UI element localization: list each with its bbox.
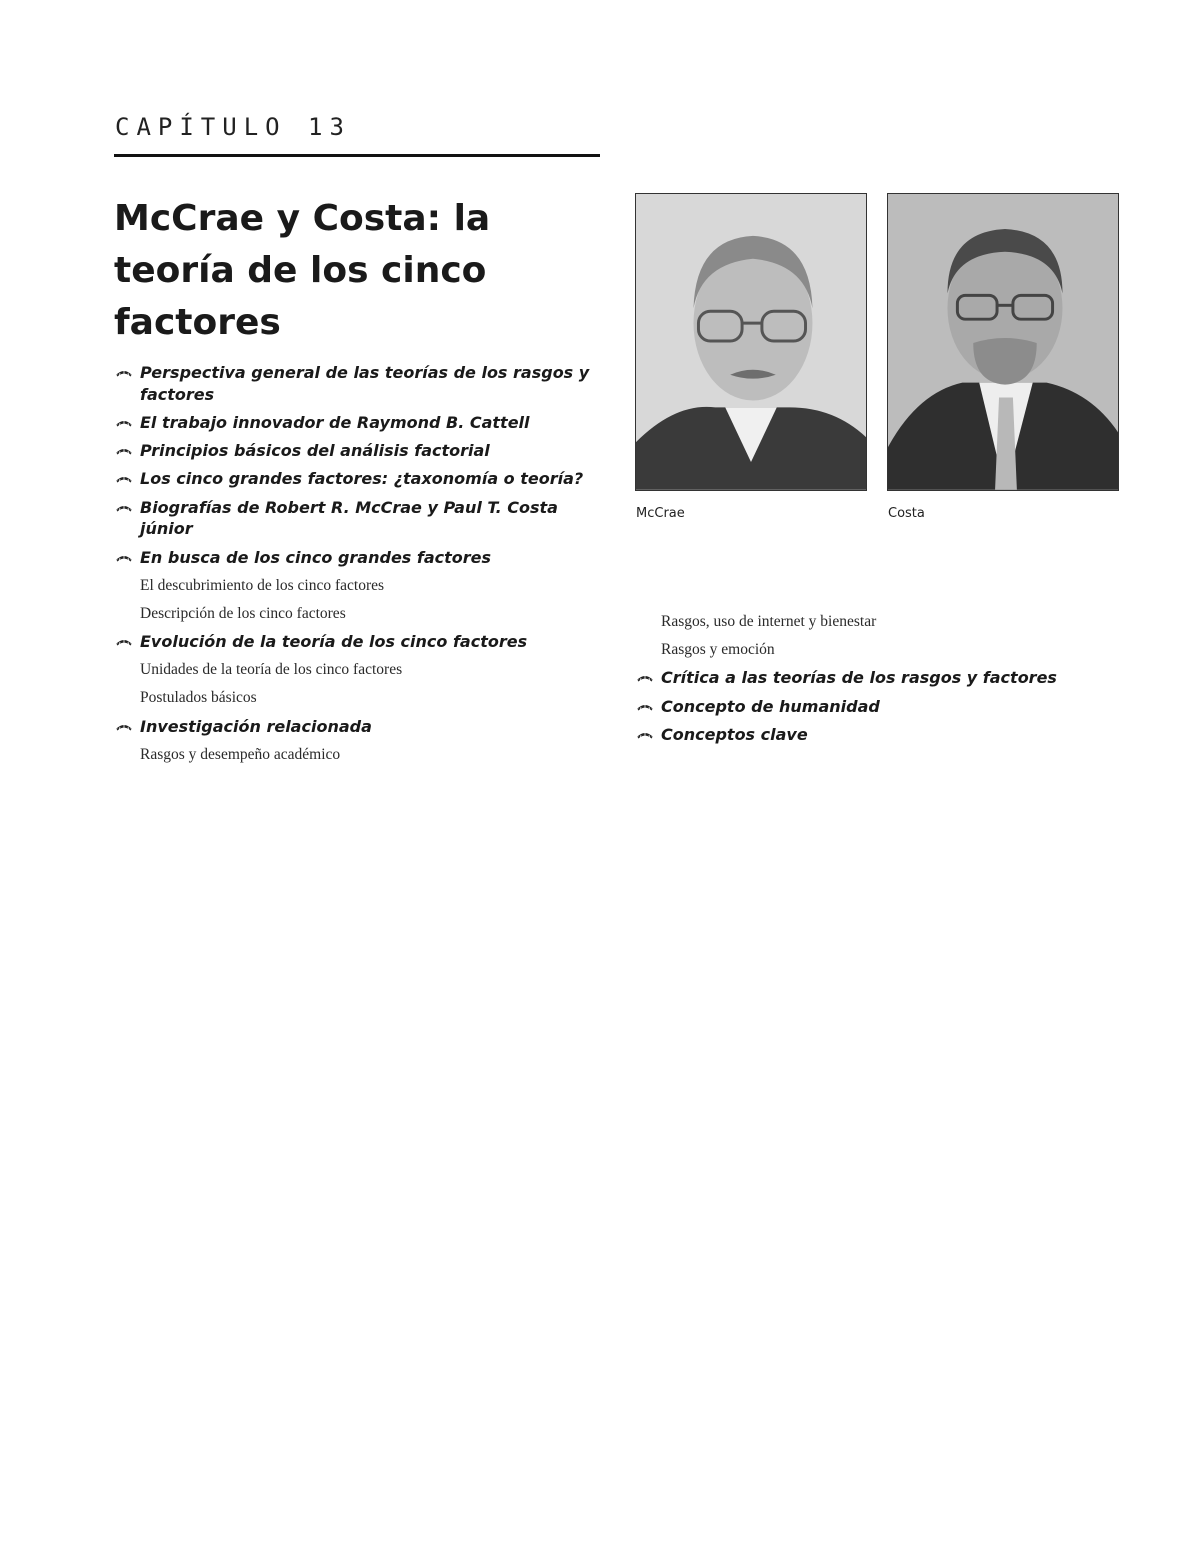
outline-item-text: Descripción de los cinco factores bbox=[140, 604, 346, 622]
chapter-title: McCrae y Costa: la teoría de los cinco factores bbox=[114, 198, 491, 343]
outline-subsection-item bbox=[636, 639, 1116, 661]
outline-section-item bbox=[115, 362, 605, 406]
outline-item-text: Postulados básicos bbox=[140, 689, 257, 707]
outline-item-text: Evolución de la teoría de los cinco factores bbox=[140, 632, 528, 652]
bullet-icon bbox=[115, 552, 133, 564]
bullet-icon bbox=[115, 417, 133, 429]
bullet-icon bbox=[636, 701, 654, 713]
chapter-rule bbox=[114, 154, 600, 157]
outline-item-text: Rasgos y desempeño académico bbox=[140, 745, 341, 763]
outline-section-item bbox=[115, 412, 605, 434]
chapter-label: CAPÍTULO 13 bbox=[115, 113, 351, 141]
costa-caption: Costa bbox=[888, 506, 925, 521]
outline-subsection-item bbox=[115, 744, 605, 766]
outline-subsection-item bbox=[636, 611, 1116, 633]
bullet-icon bbox=[636, 672, 654, 684]
outline-section-item bbox=[115, 468, 605, 490]
chapter-outline-right bbox=[636, 611, 1116, 752]
outline-subsection-item bbox=[115, 603, 605, 625]
outline-item-text: Conceptos clave bbox=[661, 724, 808, 744]
outline-item-text: Principios básicos del análisis factorial bbox=[140, 441, 490, 461]
outline-item-text: Investigación relacionada bbox=[140, 716, 372, 736]
mccrae-photo bbox=[635, 193, 867, 491]
outline-item-text: Biografías de Robert R. McCrae y Paul T. Costa júnior bbox=[140, 497, 558, 539]
chapter-outline-left bbox=[115, 362, 605, 772]
bullet-icon bbox=[115, 445, 133, 457]
outline-item-text: En busca de los cinco grandes factores bbox=[140, 547, 492, 567]
outline-subsection-item bbox=[115, 659, 605, 681]
outline-item-text: Unidades de la teoría de los cinco factores bbox=[140, 661, 403, 679]
outline-item-text: Perspectiva general de las teorías de los rasgos y factores bbox=[140, 363, 590, 404]
costa-portrait-icon bbox=[888, 194, 1118, 490]
outline-subsection-item bbox=[115, 687, 605, 709]
outline-item-text: Crítica a las teorías de los rasgos y factores bbox=[661, 668, 1057, 688]
bullet-icon bbox=[115, 636, 133, 648]
outline-item-text: El trabajo innovador de Raymond B. Cattell bbox=[140, 412, 530, 432]
outline-section-item bbox=[115, 440, 605, 462]
bullet-icon bbox=[636, 729, 654, 741]
outline-section-item bbox=[636, 667, 1116, 689]
outline-item-text: El descubrimiento de los cinco factores bbox=[140, 576, 385, 594]
bullet-icon bbox=[115, 473, 133, 485]
outline-section-item bbox=[115, 547, 605, 569]
outline-subsection-item bbox=[115, 575, 605, 597]
outline-section-item bbox=[115, 631, 605, 653]
outline-section-item bbox=[115, 497, 605, 541]
outline-section-item bbox=[636, 696, 1116, 718]
outline-item-text: Rasgos, uso de internet y bienestar bbox=[661, 613, 877, 630]
outline-section-item bbox=[115, 716, 605, 738]
outline-item-text: Concepto de humanidad bbox=[661, 696, 880, 716]
mccrae-caption: McCrae bbox=[636, 506, 685, 521]
outline-item-text: Los cinco grandes factores: ¿taxonomía o teoría? bbox=[140, 469, 584, 489]
costa-photo bbox=[887, 193, 1119, 491]
outline-section-item bbox=[636, 724, 1116, 746]
bullet-icon bbox=[115, 721, 133, 733]
bullet-icon bbox=[115, 502, 133, 514]
outline-item-text: Rasgos y emoción bbox=[661, 641, 775, 659]
mccrae-portrait-icon bbox=[636, 194, 866, 490]
bullet-icon bbox=[115, 367, 133, 379]
